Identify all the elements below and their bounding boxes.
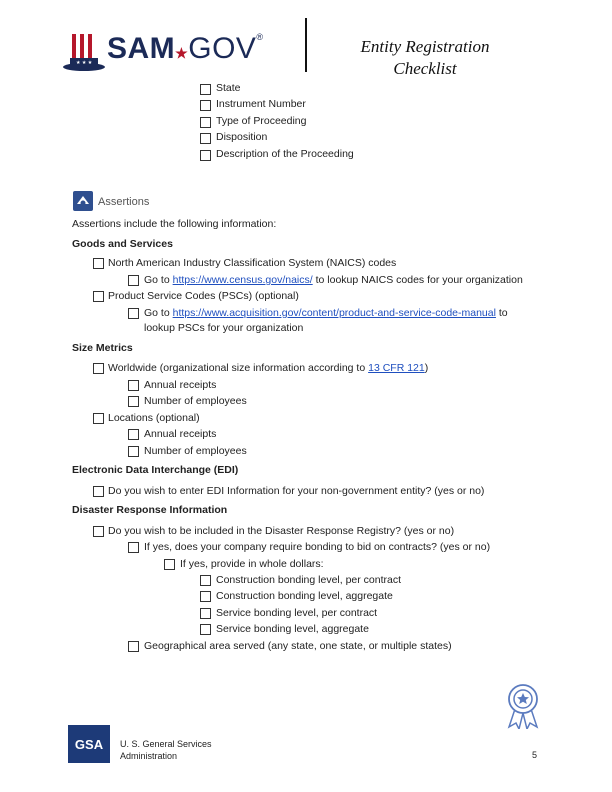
checkbox[interactable] (93, 413, 104, 424)
whole-dollars-item: If yes, provide in whole dollars: (180, 558, 324, 570)
document-title: Entity Registration Checklist (360, 37, 490, 78)
num-employees-item: Number of employees (144, 445, 247, 457)
checkbox[interactable] (128, 542, 139, 553)
checkbox[interactable] (93, 258, 104, 269)
bond-item: Service bonding level, per contract (216, 607, 378, 619)
checkbox[interactable] (128, 275, 139, 286)
locations-item: Locations (optional) (108, 412, 200, 424)
assertions-icon (73, 191, 93, 211)
checkbox[interactable] (200, 100, 211, 111)
annual-receipts-item: Annual receipts (144, 379, 217, 391)
checklist-item: State (216, 82, 241, 94)
bond-item: Construction bonding level, aggregate (216, 590, 393, 602)
checkbox[interactable] (93, 526, 104, 537)
checklist-item: Type of Proceeding (216, 115, 307, 127)
page-number: 5 (532, 750, 538, 760)
psc-item: Product Service Codes (PSCs) (optional) (108, 290, 299, 302)
psc-lookup-item-cont: lookup PSCs for your organization (144, 322, 304, 334)
naics-link[interactable]: https://www.census.gov/naics/ (172, 274, 313, 286)
naics-lookup-item: Go to https://www.census.gov/naics/ to lookup NAICS codes for your organization (144, 274, 523, 286)
checkbox[interactable] (128, 446, 139, 457)
annual-receipts-item: Annual receipts (144, 428, 217, 440)
header-divider (305, 18, 307, 72)
checkbox[interactable] (128, 429, 139, 440)
checkbox[interactable] (200, 608, 211, 619)
sam-gov-logo (62, 30, 262, 74)
footer-org: U. S. General Services Administration (120, 739, 212, 761)
edi-question: Do you wish to enter EDI Information for your non-government entity? (yes or no) (108, 485, 485, 497)
disaster-question: Do you wish to be included in the Disaster Response Registry? (yes or no) (108, 525, 455, 537)
cfr-link[interactable]: 13 CFR 121 (368, 362, 425, 374)
size-metrics-heading: Size Metrics (72, 342, 133, 354)
checkbox[interactable] (164, 559, 175, 570)
award-badge-icon (503, 683, 543, 729)
psc-link[interactable]: https://www.acquisition.gov/content/product-and-service-code-manual (172, 307, 496, 319)
checklist-item: Description of the Proceeding (216, 148, 354, 160)
gsa-logo: GSA (68, 725, 110, 763)
checkbox[interactable] (200, 117, 211, 128)
geo-area-item: Geographical area served (any state, one state, or multiple states) (144, 640, 452, 652)
section-title: Assertions (98, 196, 150, 208)
checkbox[interactable] (128, 308, 139, 319)
svg-text:★ ★ ★: ★ ★ ★ (76, 60, 93, 66)
checkbox[interactable] (200, 575, 211, 586)
checklist-item: Disposition (216, 131, 268, 143)
goods-heading: Goods and Services (72, 238, 173, 250)
bond-item: Construction bonding level, per contract (216, 574, 402, 586)
worldwide-item: Worldwide (organizational size information according to 13 CFR 121) (108, 362, 429, 374)
logo-wordmark: SAM★GOV® (107, 32, 264, 65)
checkbox[interactable] (93, 291, 104, 302)
checkbox[interactable] (93, 363, 104, 374)
edi-heading: Electronic Data Interchange (EDI) (72, 464, 239, 476)
checkbox[interactable] (200, 133, 211, 144)
uncle-sam-hat-icon (62, 30, 106, 74)
bond-item: Service bonding level, aggregate (216, 623, 369, 635)
disaster-heading: Disaster Response Information (72, 504, 228, 516)
checkbox[interactable] (128, 380, 139, 391)
bonding-question: If yes, does your company require bonding to bid on contracts? (yes or no) (144, 541, 491, 553)
checkbox[interactable] (200, 591, 211, 602)
checkbox[interactable] (200, 624, 211, 635)
naics-item: North American Industry Classification System (NAICS) codes (108, 257, 397, 269)
assertions-intro: Assertions include the following information: (72, 218, 277, 230)
checkbox[interactable] (128, 641, 139, 652)
checkbox[interactable] (200, 150, 211, 161)
psc-lookup-item: Go to https://www.acquisition.gov/content/product-and-service-code-manual to (144, 307, 508, 319)
checkbox[interactable] (200, 84, 211, 95)
num-employees-item: Number of employees (144, 395, 247, 407)
checkbox[interactable] (128, 396, 139, 407)
checklist-item: Instrument Number (216, 98, 306, 110)
checkbox[interactable] (93, 486, 104, 497)
